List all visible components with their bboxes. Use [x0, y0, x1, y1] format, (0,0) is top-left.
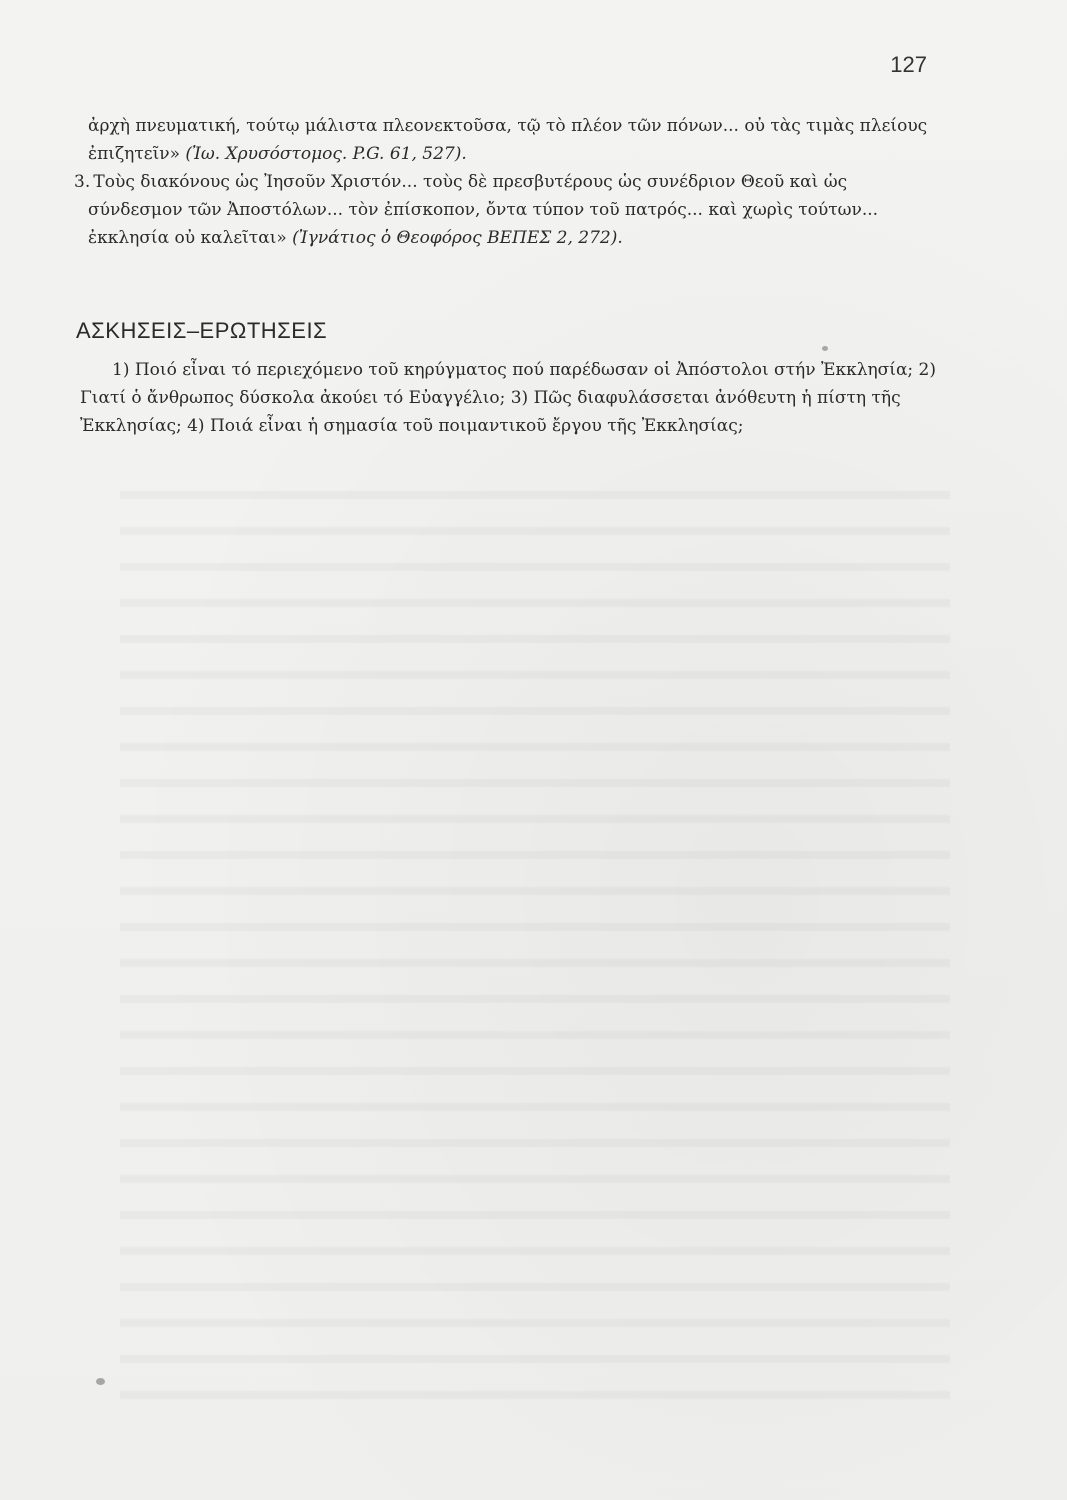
- quote-block: [74, 112, 938, 252]
- quote-item-3-reference: (Ἰγνάτιος ὁ Θεοφόρος ΒΕΠΕΣ 2, 272).: [292, 228, 623, 248]
- quote-item-2-text: ἀρχὴ πνευματική, τούτῳ μάλιστα πλεονεκτοῦσα, τῷ τὸ πλέον τῶν πόνων... οὐ τὰς τιμὰς πλείους ἐπιζητεῖν»: [88, 116, 928, 164]
- section-heading: ΑΣΚΗΣΕΙΣ–ΕΡΩΤΗΣΕΙΣ: [76, 318, 328, 343]
- scan-speck: [822, 346, 828, 351]
- quote-item-2-reference: (Ἰω. Χρυσόστομος. P.G. 61, 527).: [185, 144, 467, 164]
- quote-item-3: [74, 168, 938, 252]
- quote-item-3-text: Τοὺς διακόνους ὡς Ἰησοῦν Χριστόν... τοὺς δὲ πρεσβυτέρους ὡς συνέδριον Θεοῦ καὶ ὡς σύνδεσμον τῶν Ἀποστόλων... τὸν ἐπίσκοπον, ὄντα τύπον τοῦ πατρός... καὶ χωρὶς τούτων... ἐκκλησία οὐ καλεῖται»: [88, 172, 879, 248]
- quote-item-3-number: 3.: [74, 172, 91, 192]
- page-number: 127: [890, 52, 927, 77]
- scan-speck: [96, 1378, 105, 1385]
- exercises-paragraph: 1) Ποιό εἶναι τό περιεχόμενο τοῦ κηρύγματος πού παρέδωσαν οἱ Ἀπόστολοι στήν Ἐκκλησία; 2) Γιατί ὁ ἄνθρωπος δύσκολα ἀκούει τό Εὐαγγέλιο; 3) Πῶς διαφυλάσσεται ἀνόθευτη ἡ πίστη τῆς Ἐκκλησίας; 4) Ποιά εἶναι ἡ σημασία τοῦ ποιμαντικοῦ ἔργου τῆς Ἐκκλησίας;: [80, 360, 937, 436]
- quote-item-2: [88, 112, 938, 168]
- bleed-through-texture: [120, 470, 950, 1400]
